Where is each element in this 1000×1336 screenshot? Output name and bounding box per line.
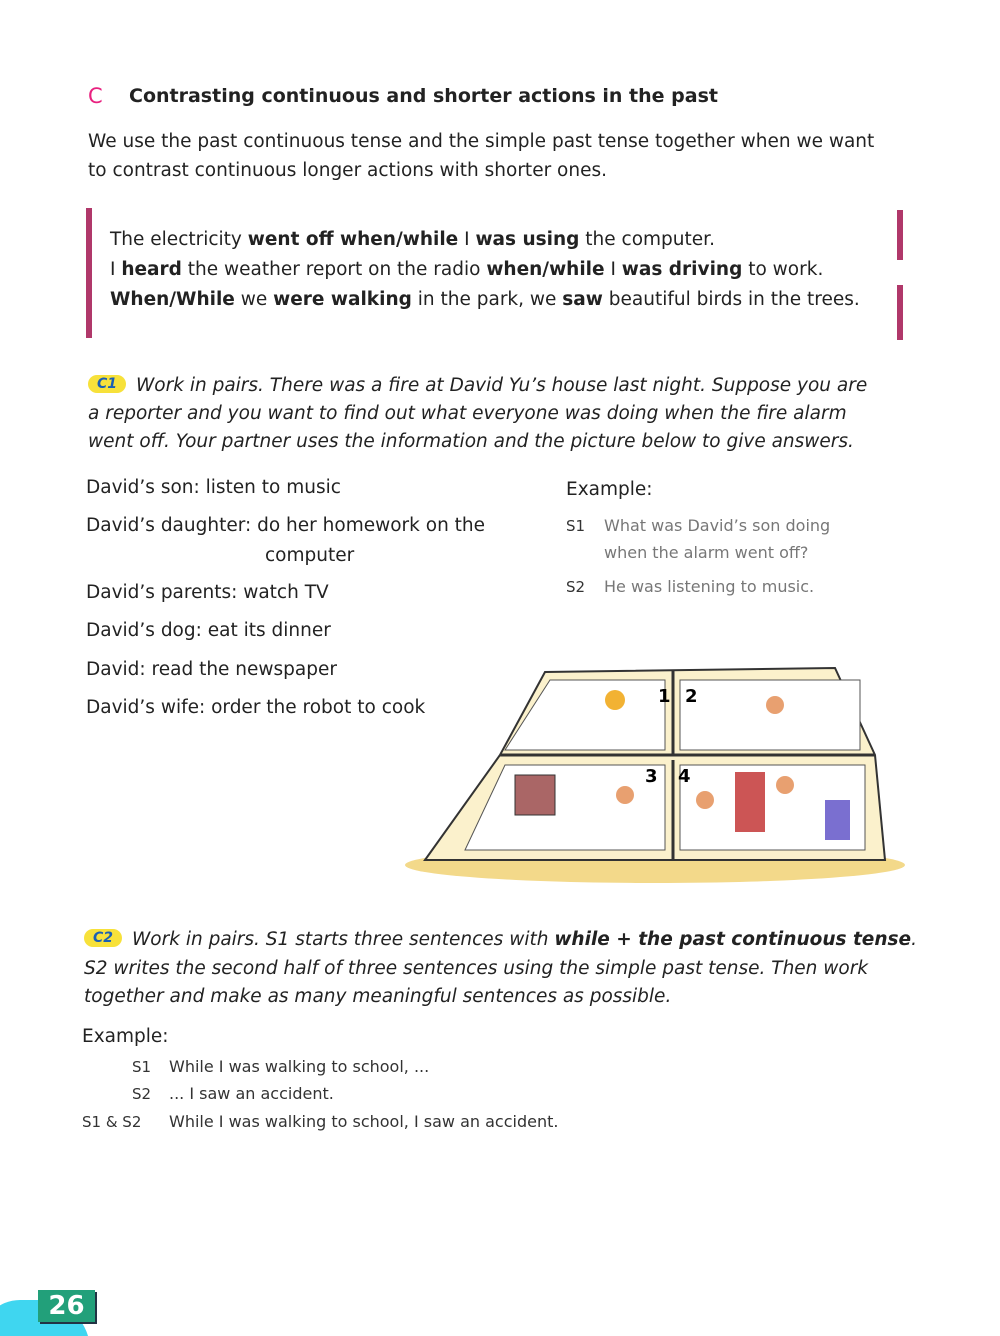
example-line: He was listening to music. — [604, 577, 815, 596]
example-label: Example: — [566, 479, 653, 500]
section-letter: C — [88, 84, 103, 108]
section-title: Contrasting continuous and shorter actions in the past — [129, 85, 718, 107]
speaker-label: S1 — [566, 517, 586, 535]
info-item: computer — [265, 545, 355, 566]
text: I — [458, 229, 476, 250]
example-line: ... I saw an accident. — [169, 1084, 334, 1103]
example-sentence — [110, 259, 823, 280]
c2-line — [84, 986, 671, 1007]
example-line: While I was walking to school, I saw an accident. — [169, 1112, 559, 1131]
example-box-bar — [897, 210, 903, 260]
intro-line: We use the past continuous tense and the simple past tense together when we want — [88, 131, 875, 152]
speaker-label: S1 & S2 — [82, 1113, 142, 1131]
c1-badge: C1 — [88, 375, 126, 393]
info-item: David’s parents: watch TV — [86, 582, 329, 603]
c1-line: a reporter and you want to find out what everyone was doing when the fire alarm — [88, 403, 847, 424]
bold-text: saw — [562, 289, 603, 310]
text: I — [604, 259, 622, 280]
example-box-bar — [897, 285, 903, 340]
text: Work in pairs. S1 starts three sentences with — [132, 929, 555, 950]
text: in the park, we — [411, 289, 563, 310]
room-number: 2 — [685, 686, 698, 707]
bold-text: were walking — [273, 289, 412, 310]
text: The electricity — [110, 229, 248, 250]
bold-text: while + the past continuous tense — [554, 929, 912, 950]
room-number: 1 — [658, 686, 671, 707]
speaker-label: S1 — [132, 1058, 152, 1076]
c2-line — [84, 958, 868, 979]
c2-line — [132, 929, 917, 950]
info-item: David’s wife: order the robot to cook — [86, 697, 426, 718]
c1-instruction — [88, 375, 867, 396]
room-number: 4 — [678, 766, 691, 787]
example-line: What was David’s son doing — [604, 516, 831, 535]
c2-instruction — [84, 929, 917, 950]
text: S2 writes the second half of three sentences using the simple past tense. Then work — [84, 958, 869, 979]
example-line: While I was walking to school, ... — [169, 1057, 430, 1076]
page-number: 26 — [38, 1290, 95, 1322]
bold-text: When/While — [110, 289, 235, 310]
info-item: David: read the newspaper — [86, 659, 337, 680]
example-line: when the alarm went off? — [604, 543, 809, 562]
speaker-label: S2 — [566, 578, 586, 596]
example-sentence — [110, 289, 860, 310]
example-label: Example: — [82, 1026, 169, 1047]
text: I — [110, 259, 122, 280]
text: . — [911, 929, 917, 950]
text: beautiful birds in the trees. — [602, 289, 860, 310]
bold-text: went off when/while — [247, 229, 459, 250]
bold-text: was driving — [621, 259, 743, 280]
info-item: David’s son: listen to music — [86, 477, 341, 498]
room-number: 3 — [645, 766, 658, 787]
house-illustration — [405, 660, 910, 885]
intro-line: to contrast continuous longer actions with shorter ones. — [88, 160, 608, 181]
bold-text: was using — [475, 229, 580, 250]
info-item: David’s daughter: do her homework on the — [86, 515, 486, 536]
example-box-bar — [86, 208, 92, 338]
c2-badge: C2 — [84, 929, 122, 947]
info-item: David’s dog: eat its dinner — [86, 620, 331, 641]
text: the weather report on the radio — [181, 259, 487, 280]
bold-text: heard — [121, 259, 182, 280]
speaker-label: S2 — [132, 1085, 152, 1103]
text: together and make as many meaningful sentences as possible. — [84, 986, 672, 1007]
text: the computer. — [579, 229, 715, 250]
text: we — [234, 289, 274, 310]
text: to work. — [742, 259, 824, 280]
c1-line: went off. Your partner uses the information and the picture below to give answers. — [88, 431, 854, 452]
c1-line: Work in pairs. There was a fire at David Yu’s house last night. Suppose you are — [136, 375, 868, 396]
bold-text: when/while — [486, 259, 605, 280]
example-sentence — [110, 229, 715, 250]
